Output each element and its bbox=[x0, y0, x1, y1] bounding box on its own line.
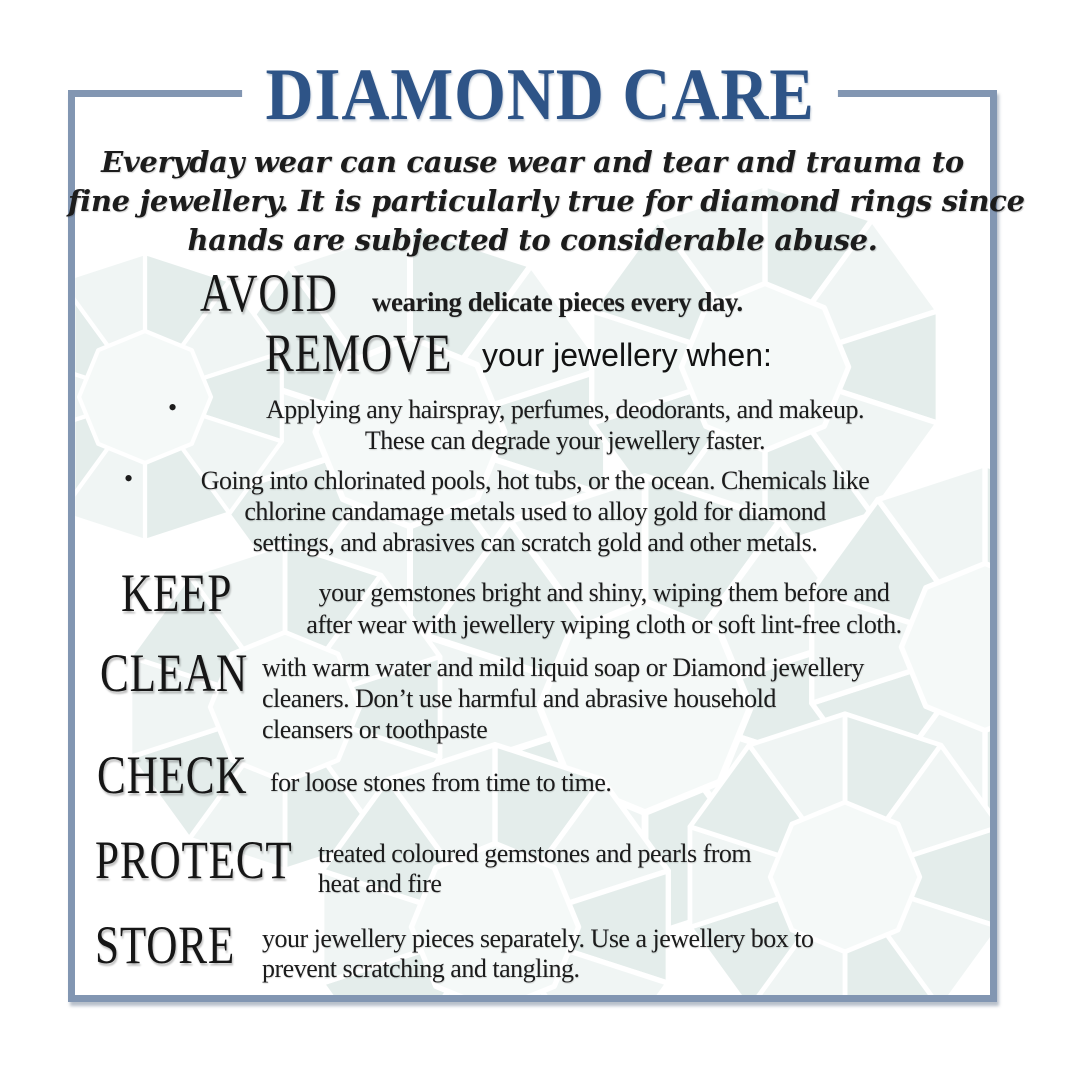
section-clean-line: cleaners. Don’t use harmful and abrasive household bbox=[262, 684, 776, 713]
bullet-item-2 bbox=[120, 465, 950, 558]
intro-line: hands are subjected to considerable abuse. bbox=[187, 223, 878, 257]
bullet-line: chlorine candamage metals used to alloy gold for diamond bbox=[244, 497, 826, 526]
section-check-line: for loose stones from time to time. bbox=[270, 768, 612, 797]
section-remove-line: your jewellery when: bbox=[482, 337, 772, 373]
intro-paragraph bbox=[68, 143, 1025, 260]
section-remove-keyword: REMOVE bbox=[265, 323, 453, 383]
section-remove-text bbox=[482, 337, 772, 373]
section-keep-keyword: KEEP bbox=[121, 563, 233, 623]
section-protect-line: treated coloured gemstones and pearls from bbox=[318, 839, 752, 868]
section-avoid-keyword: AVOID bbox=[200, 263, 338, 323]
bullet-line: These can degrade your jewellery faster. bbox=[364, 426, 766, 455]
bullet-icon: • bbox=[124, 464, 134, 493]
section-keep-line: your gemstones bright and shiny, wiping them before and bbox=[318, 578, 890, 607]
section-clean-line: cleansers or toothpaste bbox=[262, 715, 488, 744]
section-clean-text bbox=[262, 652, 864, 745]
intro-line: Everyday wear can cause wear and tear and trauma to bbox=[101, 145, 964, 179]
bullet-icon: • bbox=[168, 393, 178, 422]
section-protect-line: heat and fire bbox=[318, 869, 442, 898]
bullet-line: Going into chlorinated pools, hot tubs, or the ocean. Chemicals like bbox=[200, 466, 870, 495]
page-title-text: DIAMOND CARE bbox=[242, 64, 838, 126]
bullet-line: settings, and abrasives can scratch gold and other metals. bbox=[252, 528, 818, 557]
section-protect-keyword: PROTECT bbox=[95, 830, 293, 890]
section-keep-text bbox=[248, 577, 960, 641]
section-check-keyword: CHECK bbox=[97, 745, 248, 805]
section-store-text bbox=[262, 924, 813, 984]
intro-line: fine jewellery. It is particularly true for diamond rings since bbox=[68, 184, 1025, 218]
section-store-line: prevent scratching and tangling. bbox=[262, 954, 580, 983]
bullet-item-1 bbox=[170, 394, 960, 456]
section-clean-keyword: CLEAN bbox=[100, 643, 248, 703]
section-clean-line: with warm water and mild liquid soap or Diamond jewellery bbox=[262, 653, 864, 682]
section-avoid-text bbox=[372, 287, 743, 318]
section-check-text bbox=[270, 767, 611, 798]
section-store-line: your jewellery pieces separately. Use a jewellery box to bbox=[262, 924, 814, 953]
section-store-keyword: STORE bbox=[95, 915, 236, 975]
section-protect-text bbox=[318, 839, 751, 899]
section-keep-line: after wear with jewellery wiping cloth or soft lint-free cloth. bbox=[306, 610, 902, 639]
section-avoid-line: wearing delicate pieces every day. bbox=[372, 287, 743, 317]
bullet-line: Applying any hairspray, perfumes, deodorants, and makeup. bbox=[266, 395, 864, 424]
